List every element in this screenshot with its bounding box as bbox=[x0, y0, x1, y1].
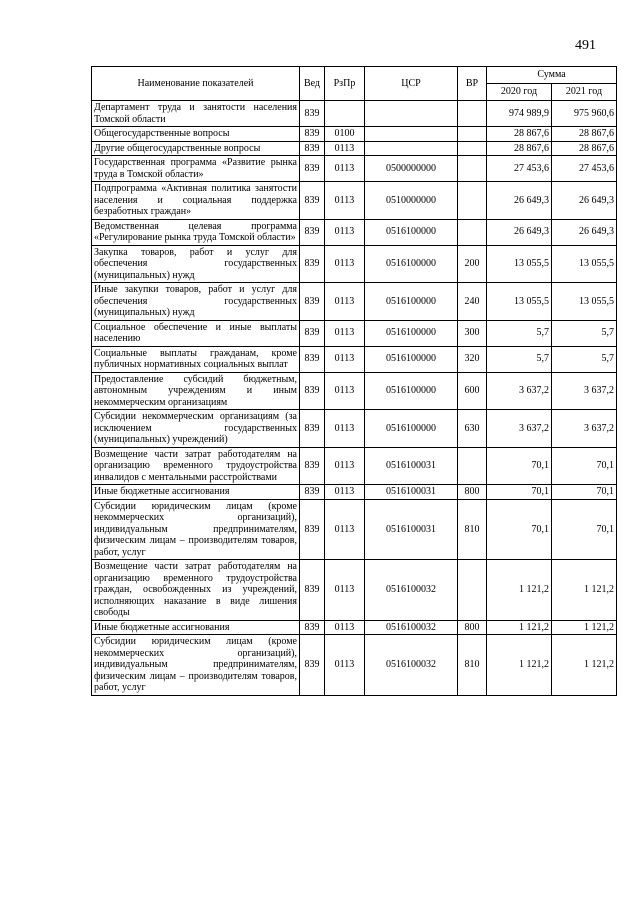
header-name: Наименование показателей bbox=[92, 67, 300, 101]
cell-vr: 630 bbox=[458, 410, 487, 448]
table-row bbox=[92, 283, 617, 321]
table-row bbox=[92, 141, 617, 156]
table-row bbox=[92, 101, 617, 127]
cell-name: Иные бюджетные ассигнования bbox=[92, 620, 300, 635]
cell-sum-2021: 5,7 bbox=[552, 320, 617, 346]
cell-rzpr: 0113 bbox=[325, 245, 365, 283]
cell-sum-2021: 26 649,3 bbox=[552, 219, 617, 245]
cell-vr bbox=[458, 127, 487, 142]
cell-sum-2020: 1 121,2 bbox=[487, 635, 552, 696]
cell-sum-2021: 26 649,3 bbox=[552, 182, 617, 220]
cell-rzpr: 0113 bbox=[325, 447, 365, 485]
cell-rzpr: 0113 bbox=[325, 635, 365, 696]
cell-sum-2021: 13 055,5 bbox=[552, 283, 617, 321]
cell-vr bbox=[458, 101, 487, 127]
cell-sum-2021: 13 055,5 bbox=[552, 245, 617, 283]
cell-csr: 0516100000 bbox=[365, 372, 458, 410]
cell-sum-2020: 26 649,3 bbox=[487, 182, 552, 220]
cell-ved: 839 bbox=[300, 485, 325, 500]
cell-name: Субсидии юридическим лицам (кроме некоммерческих организаций), индивидуальным предпринимателям, физическим лицам – производителям товаров, работ, услуг bbox=[92, 499, 300, 560]
cell-sum-2021: 1 121,2 bbox=[552, 620, 617, 635]
cell-sum-2020: 70,1 bbox=[487, 447, 552, 485]
cell-name: Иные бюджетные ассигнования bbox=[92, 485, 300, 500]
cell-name: Другие общегосударственные вопросы bbox=[92, 141, 300, 156]
page-number: 491 bbox=[575, 38, 596, 53]
header-ved: Вед bbox=[300, 67, 325, 101]
table-row bbox=[92, 620, 617, 635]
cell-rzpr bbox=[325, 101, 365, 127]
cell-csr: 0516100000 bbox=[365, 283, 458, 321]
budget-table bbox=[91, 66, 617, 696]
cell-name: Государственная программа «Развитие рынка труда в Томской области» bbox=[92, 156, 300, 182]
cell-vr: 300 bbox=[458, 320, 487, 346]
cell-ved: 839 bbox=[300, 141, 325, 156]
cell-csr: 0516100032 bbox=[365, 635, 458, 696]
cell-vr: 600 bbox=[458, 372, 487, 410]
table-row bbox=[92, 156, 617, 182]
header-rzpr: РзПр bbox=[325, 67, 365, 101]
cell-sum-2020: 1 121,2 bbox=[487, 620, 552, 635]
cell-csr: 0516100031 bbox=[365, 447, 458, 485]
cell-sum-2020: 13 055,5 bbox=[487, 283, 552, 321]
cell-ved: 839 bbox=[300, 156, 325, 182]
cell-vr bbox=[458, 219, 487, 245]
table-row bbox=[92, 219, 617, 245]
cell-sum-2020: 70,1 bbox=[487, 499, 552, 560]
table-row bbox=[92, 410, 617, 448]
table-row bbox=[92, 245, 617, 283]
cell-sum-2021: 70,1 bbox=[552, 447, 617, 485]
cell-sum-2021: 28 867,6 bbox=[552, 127, 617, 142]
header-sum: Сумма bbox=[487, 67, 617, 84]
table-header bbox=[92, 67, 617, 101]
cell-name: Общегосударственные вопросы bbox=[92, 127, 300, 142]
cell-name: Возмещение части затрат работодателям на организацию временного трудоустройства инвалидов с ментальными расстройствами bbox=[92, 447, 300, 485]
cell-name: Департамент труда и занятости населения Томской области bbox=[92, 101, 300, 127]
cell-sum-2021: 28 867,6 bbox=[552, 141, 617, 156]
cell-csr: 0516100000 bbox=[365, 219, 458, 245]
cell-sum-2021: 975 960,6 bbox=[552, 101, 617, 127]
cell-sum-2021: 1 121,2 bbox=[552, 635, 617, 696]
cell-vr: 800 bbox=[458, 485, 487, 500]
cell-csr bbox=[365, 141, 458, 156]
cell-ved: 839 bbox=[300, 182, 325, 220]
cell-rzpr: 0100 bbox=[325, 127, 365, 142]
cell-rzpr: 0113 bbox=[325, 141, 365, 156]
table-row bbox=[92, 127, 617, 142]
cell-ved: 839 bbox=[300, 620, 325, 635]
cell-sum-2020: 974 989,9 bbox=[487, 101, 552, 127]
cell-sum-2020: 70,1 bbox=[487, 485, 552, 500]
table-row bbox=[92, 485, 617, 500]
cell-vr: 240 bbox=[458, 283, 487, 321]
header-csr: ЦСР bbox=[365, 67, 458, 101]
table-row bbox=[92, 320, 617, 346]
cell-csr: 0516100000 bbox=[365, 320, 458, 346]
cell-vr bbox=[458, 182, 487, 220]
cell-csr: 0516100000 bbox=[365, 410, 458, 448]
cell-sum-2021: 1 121,2 bbox=[552, 560, 617, 621]
cell-csr: 0516100031 bbox=[365, 485, 458, 500]
cell-ved: 839 bbox=[300, 101, 325, 127]
cell-ved: 839 bbox=[300, 560, 325, 621]
table-row bbox=[92, 346, 617, 372]
cell-vr bbox=[458, 156, 487, 182]
cell-rzpr: 0113 bbox=[325, 219, 365, 245]
cell-csr: 0516100032 bbox=[365, 620, 458, 635]
cell-rzpr: 0113 bbox=[325, 410, 365, 448]
table-body bbox=[92, 101, 617, 696]
cell-rzpr: 0113 bbox=[325, 182, 365, 220]
cell-sum-2020: 5,7 bbox=[487, 320, 552, 346]
cell-sum-2021: 3 637,2 bbox=[552, 372, 617, 410]
cell-name: Иные закупки товаров, работ и услуг для обеспечения государственных (муниципальных) нужд bbox=[92, 283, 300, 321]
cell-name: Субсидии некоммерческим организациям (за исключением государственных (муниципальных) учреждений) bbox=[92, 410, 300, 448]
cell-ved: 839 bbox=[300, 283, 325, 321]
cell-csr bbox=[365, 127, 458, 142]
cell-sum-2020: 3 637,2 bbox=[487, 372, 552, 410]
cell-rzpr: 0113 bbox=[325, 320, 365, 346]
cell-csr: 0510000000 bbox=[365, 182, 458, 220]
cell-name: Предоставление субсидий бюджетным, автономным учреждениям и иным некоммерческим организациям bbox=[92, 372, 300, 410]
cell-sum-2020: 5,7 bbox=[487, 346, 552, 372]
cell-rzpr: 0113 bbox=[325, 283, 365, 321]
cell-sum-2020: 28 867,6 bbox=[487, 127, 552, 142]
cell-vr: 320 bbox=[458, 346, 487, 372]
cell-sum-2020: 3 637,2 bbox=[487, 410, 552, 448]
cell-sum-2020: 26 649,3 bbox=[487, 219, 552, 245]
cell-vr: 810 bbox=[458, 635, 487, 696]
cell-ved: 839 bbox=[300, 346, 325, 372]
table-row bbox=[92, 447, 617, 485]
cell-vr bbox=[458, 141, 487, 156]
cell-ved: 839 bbox=[300, 635, 325, 696]
cell-sum-2020: 27 453,6 bbox=[487, 156, 552, 182]
table-row bbox=[92, 182, 617, 220]
cell-ved: 839 bbox=[300, 372, 325, 410]
cell-csr bbox=[365, 101, 458, 127]
cell-name: Закупка товаров, работ и услуг для обеспечения государственных (муниципальных) нужд bbox=[92, 245, 300, 283]
table-row bbox=[92, 635, 617, 696]
cell-vr: 800 bbox=[458, 620, 487, 635]
cell-rzpr: 0113 bbox=[325, 372, 365, 410]
cell-csr: 0516100031 bbox=[365, 499, 458, 560]
cell-sum-2020: 13 055,5 bbox=[487, 245, 552, 283]
cell-csr: 0516100000 bbox=[365, 346, 458, 372]
cell-name: Ведомственная целевая программа «Регулирование рынка труда Томской области» bbox=[92, 219, 300, 245]
table-row bbox=[92, 499, 617, 560]
cell-vr: 810 bbox=[458, 499, 487, 560]
cell-ved: 839 bbox=[300, 447, 325, 485]
cell-sum-2021: 3 637,2 bbox=[552, 410, 617, 448]
cell-ved: 839 bbox=[300, 320, 325, 346]
cell-sum-2021: 5,7 bbox=[552, 346, 617, 372]
cell-rzpr: 0113 bbox=[325, 499, 365, 560]
cell-name: Возмещение части затрат работодателям на организацию временного трудоустройства граждан, освобожденных из учреждений, исполняющих наказание в виде лишения свободы bbox=[92, 560, 300, 621]
cell-sum-2021: 70,1 bbox=[552, 499, 617, 560]
cell-ved: 839 bbox=[300, 410, 325, 448]
header-year-2020: 2020 год bbox=[487, 84, 552, 101]
cell-vr bbox=[458, 560, 487, 621]
cell-ved: 839 bbox=[300, 219, 325, 245]
cell-vr bbox=[458, 447, 487, 485]
cell-rzpr: 0113 bbox=[325, 346, 365, 372]
cell-name: Социальное обеспечение и иные выплаты населению bbox=[92, 320, 300, 346]
cell-csr: 0516100000 bbox=[365, 245, 458, 283]
cell-name: Социальные выплаты гражданам, кроме публичных нормативных социальных выплат bbox=[92, 346, 300, 372]
cell-rzpr: 0113 bbox=[325, 620, 365, 635]
cell-csr: 0500000000 bbox=[365, 156, 458, 182]
cell-ved: 839 bbox=[300, 499, 325, 560]
cell-sum-2021: 27 453,6 bbox=[552, 156, 617, 182]
cell-name: Субсидии юридическим лицам (кроме некоммерческих организаций), индивидуальным предпринимателям, физическим лицам – производителям товаров, работ, услуг bbox=[92, 635, 300, 696]
table-row bbox=[92, 560, 617, 621]
cell-ved: 839 bbox=[300, 245, 325, 283]
cell-rzpr: 0113 bbox=[325, 156, 365, 182]
cell-csr: 0516100032 bbox=[365, 560, 458, 621]
cell-sum-2021: 70,1 bbox=[552, 485, 617, 500]
cell-sum-2020: 28 867,6 bbox=[487, 141, 552, 156]
header-vr: ВР bbox=[458, 67, 487, 101]
cell-ved: 839 bbox=[300, 127, 325, 142]
cell-name: Подпрограмма «Активная политика занятости населения и социальная поддержка безработных граждан» bbox=[92, 182, 300, 220]
cell-rzpr: 0113 bbox=[325, 485, 365, 500]
cell-rzpr: 0113 bbox=[325, 560, 365, 621]
cell-sum-2020: 1 121,2 bbox=[487, 560, 552, 621]
table-row bbox=[92, 372, 617, 410]
header-year-2021: 2021 год bbox=[552, 84, 617, 101]
cell-vr: 200 bbox=[458, 245, 487, 283]
